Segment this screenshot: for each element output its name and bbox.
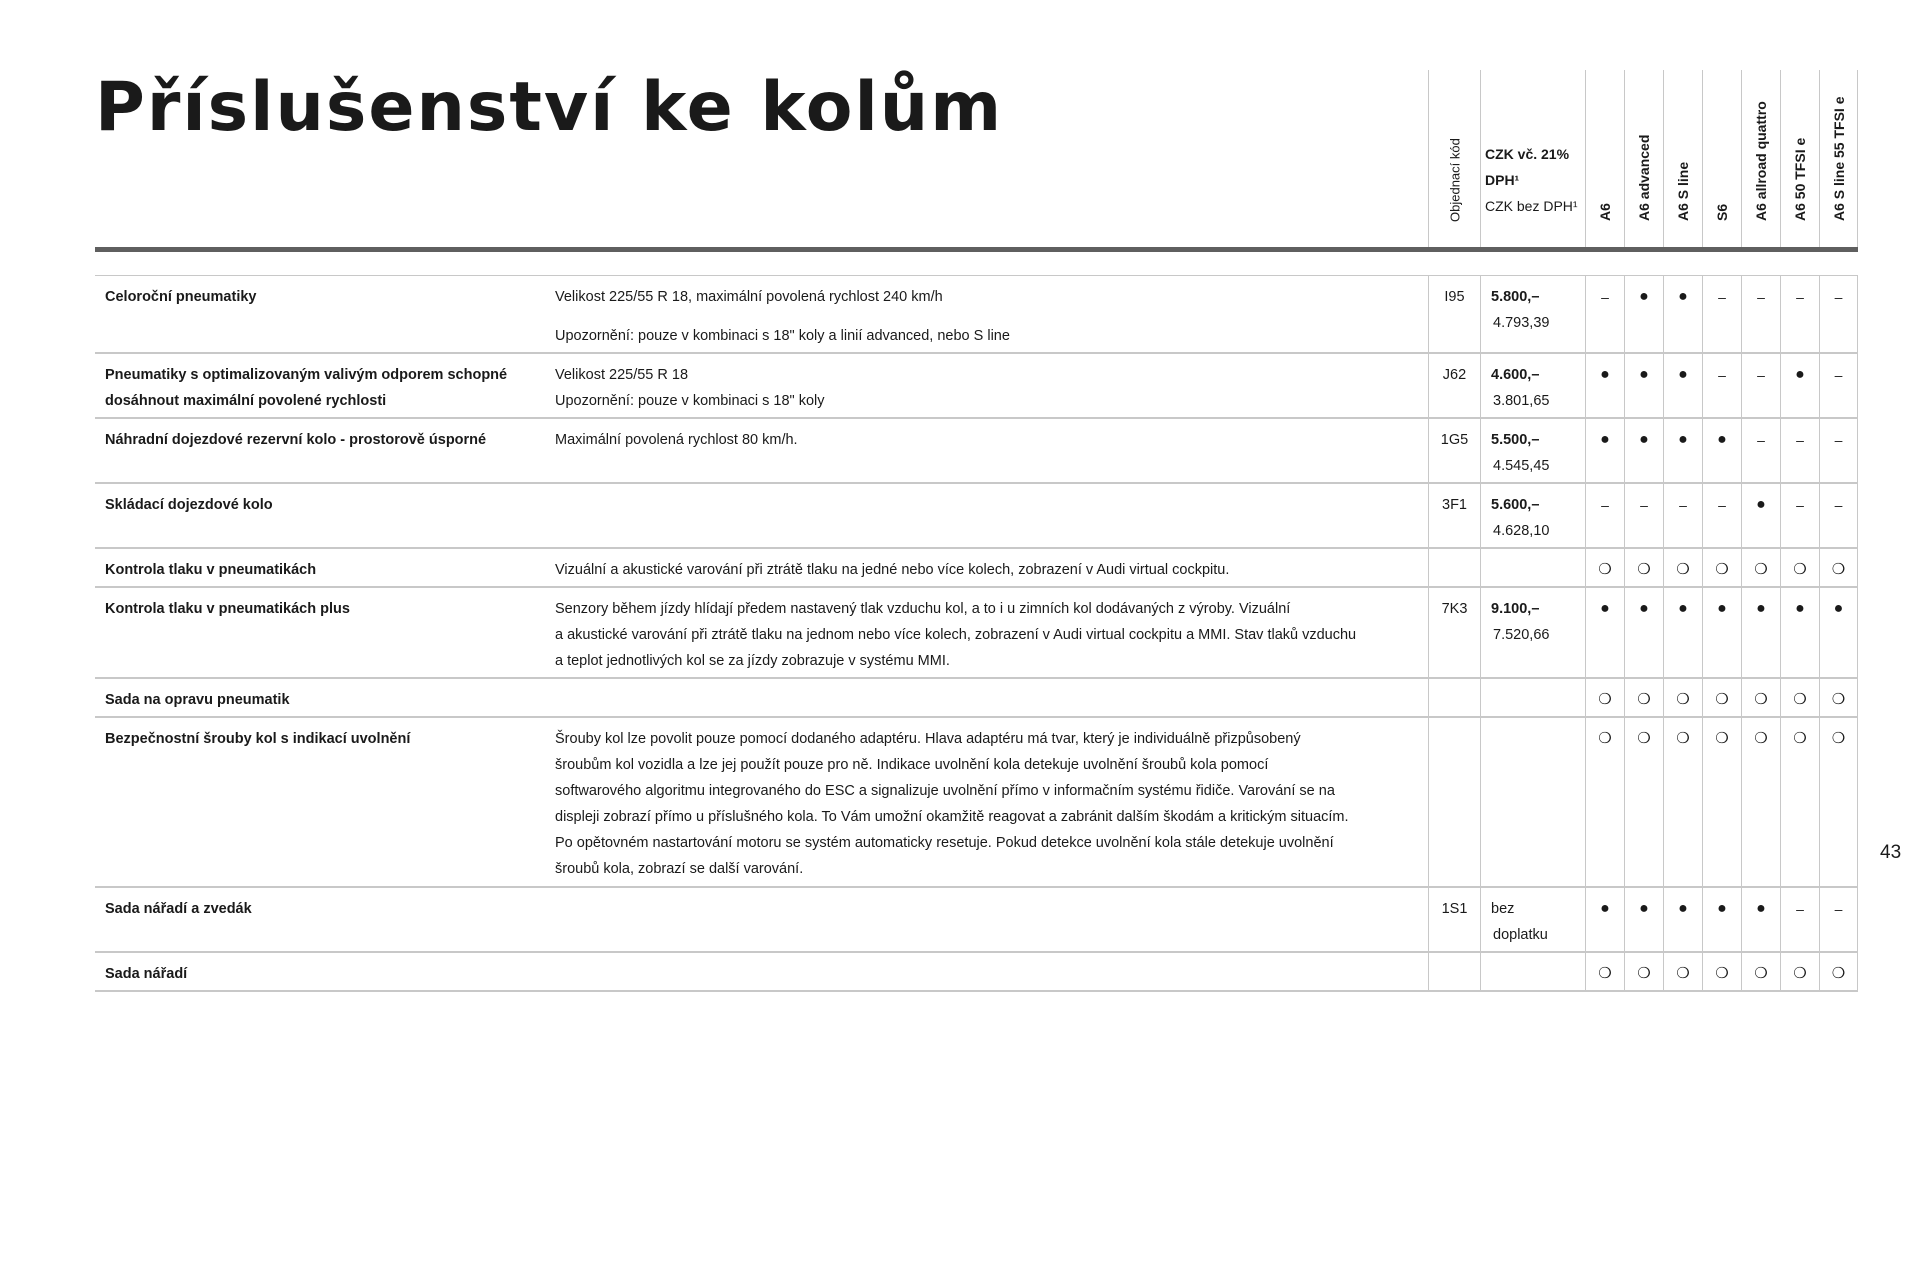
standard-mark-icon: ● [1624, 276, 1663, 352]
standard-mark-icon: ● [1624, 588, 1663, 677]
order-code [1428, 718, 1480, 886]
header-model-cell [1663, 70, 1702, 247]
price-cell [1480, 588, 1585, 677]
optional-mark-icon: ❍ [1741, 718, 1780, 886]
unavailable-mark: – [1741, 419, 1780, 482]
unavailable-mark: – [1780, 888, 1819, 951]
optional-mark-icon: ❍ [1702, 718, 1741, 886]
unavailable-mark: – [1741, 276, 1780, 352]
standard-mark-icon: ● [1780, 588, 1819, 677]
order-code: 1G5 [1428, 419, 1480, 482]
optional-mark-icon: ❍ [1819, 679, 1858, 716]
optional-mark-icon: ❍ [1741, 549, 1780, 586]
optional-mark-icon: ❍ [1702, 953, 1741, 990]
table-body [95, 276, 1858, 992]
standard-mark-icon: ● [1702, 419, 1741, 482]
description-line: Upozornění: pouze v kombinaci s 18" koly a linií advanced, nebo S line [555, 328, 1010, 344]
price-net: 4.628,10 [1493, 523, 1550, 539]
row-name: Celoroční pneumatiky [105, 289, 257, 305]
header-model-cell [1702, 70, 1741, 247]
price-net: 4.793,39 [1493, 315, 1550, 331]
table-row [95, 679, 1858, 718]
table-row [95, 588, 1858, 679]
standard-mark-icon: ● [1624, 419, 1663, 482]
standard-mark-icon: ● [1702, 888, 1741, 951]
price-cell [1480, 888, 1585, 951]
optional-mark-icon: ❍ [1780, 679, 1819, 716]
row-name: Bezpečnostní šrouby kol s indikací uvolnění [105, 731, 411, 747]
standard-mark-icon: ● [1663, 888, 1702, 951]
standard-mark-icon: ● [1585, 888, 1624, 951]
page-title: Příslušenství ke kolům [95, 68, 1004, 147]
row-description [555, 679, 1523, 716]
optional-mark-icon: ❍ [1819, 718, 1858, 886]
unavailable-mark: – [1702, 276, 1741, 352]
standard-mark-icon: ● [1663, 276, 1702, 352]
description-line: a akustické varování při ztrátě tlaku na jednom nebo více kolech, zobrazení v Audi virtual cockpitu a MMI. Stav tlaků vzduchu [555, 627, 1357, 643]
row-description [555, 888, 1523, 951]
price-gross: 4.600,– [1491, 367, 1540, 383]
optional-mark-icon: ❍ [1624, 679, 1663, 716]
description-line: Velikost 225/55 R 18, maximální povolená rychlost 240 km/h [555, 289, 943, 305]
header-price-cell [1480, 70, 1585, 247]
header-model-label: A6 50 TFSI e [1792, 137, 1808, 221]
standard-mark-icon: ● [1741, 588, 1780, 677]
header-model-label: A6 allroad quattro [1753, 101, 1769, 221]
description-line: Upozornění: pouze v kombinaci s 18" koly [555, 393, 825, 409]
order-code: J62 [1428, 354, 1480, 417]
unavailable-mark: – [1819, 888, 1858, 951]
unavailable-mark: – [1702, 484, 1741, 547]
optional-mark-icon: ❍ [1663, 718, 1702, 886]
optional-mark-icon: ❍ [1780, 718, 1819, 886]
table-row [95, 953, 1858, 992]
table-row [95, 888, 1858, 953]
price-cell [1480, 419, 1585, 482]
table-row [95, 276, 1858, 354]
optional-mark-icon: ❍ [1585, 953, 1624, 990]
row-name: Sada na opravu pneumatik [105, 692, 290, 708]
table-row [95, 484, 1858, 549]
header-model-label: A6 S line 55 TFSI e [1830, 96, 1847, 221]
optional-mark-icon: ❍ [1702, 549, 1741, 586]
row-name: Kontrola tlaku v pneumatikách [105, 562, 317, 578]
optional-mark-icon: ❍ [1624, 953, 1663, 990]
price-gross: 9.100,– [1491, 601, 1540, 617]
header-model-cell [1624, 70, 1663, 247]
accessories-table [95, 70, 1858, 992]
table-row [95, 419, 1858, 484]
row-description [555, 588, 1523, 677]
optional-mark-icon: ❍ [1780, 953, 1819, 990]
standard-mark-icon: ● [1663, 588, 1702, 677]
price-text-2: doplatku [1493, 927, 1548, 943]
standard-mark-icon: ● [1585, 354, 1624, 417]
header-model-cell [1780, 70, 1819, 247]
unavailable-mark: – [1819, 276, 1858, 352]
header-gap [95, 252, 1858, 276]
price-net: 3.801,65 [1493, 393, 1550, 409]
standard-mark-icon: ● [1741, 484, 1780, 547]
header-model-label: A6 [1597, 203, 1613, 221]
row-name: Pneumatiky s optimalizovaným valivým odporem schopné dosáhnout maximální povolené rychlosti [105, 367, 508, 409]
row-description [555, 718, 1523, 886]
optional-mark-icon: ❍ [1585, 549, 1624, 586]
price-gross: 5.500,– [1491, 432, 1540, 448]
description-line: Vizuální a akustické varování při ztrátě tlaku na jedné nebo více kolech, zobrazení v Audi virtual cockpitu. [555, 562, 1230, 578]
table-header [95, 70, 1858, 252]
price-cell [1480, 679, 1585, 716]
price-gross: 5.600,– [1491, 497, 1540, 513]
description-line: Šrouby kol lze povolit pouze pomocí dodaného adaptéru. Hlava adaptéru má tvar, který je individuálně přizpůsobený [555, 731, 1301, 747]
optional-mark-icon: ❍ [1624, 718, 1663, 886]
optional-mark-icon: ❍ [1624, 549, 1663, 586]
row-description [555, 484, 1523, 547]
order-code: 3F1 [1428, 484, 1480, 547]
price-cell [1480, 549, 1585, 586]
price-cell [1480, 484, 1585, 547]
description-line: softwarového algoritmu integrovaného do ESC a signalizuje uvolnění přímo v informačním systému řidiče. Varování se na [555, 783, 1335, 799]
standard-mark-icon: ● [1624, 888, 1663, 951]
price-text: bez [1491, 901, 1515, 917]
standard-mark-icon: ● [1702, 588, 1741, 677]
price-net: 7.520,66 [1493, 627, 1550, 643]
price-cell [1480, 354, 1585, 417]
header-model-cell [1819, 70, 1858, 247]
description-line: šroubům kol vozidla a lze jej použít pouze pro ně. Indikace uvolnění kola detekuje uvolnění šroubů kola pomocí [555, 757, 1269, 773]
optional-mark-icon: ❍ [1819, 953, 1858, 990]
standard-mark-icon: ● [1741, 888, 1780, 951]
table-row [95, 549, 1858, 588]
row-description [555, 419, 1523, 482]
description-line: Po opětovném nastartování motoru se systém automaticky resetuje. Pokud detekce uvolnění kola stále detekuje uvolnění [555, 835, 1334, 851]
unavailable-mark: – [1780, 419, 1819, 482]
header-model-label: A6 S line [1675, 161, 1691, 221]
row-description [555, 549, 1523, 586]
header-model-label: A6 advanced [1636, 134, 1652, 221]
unavailable-mark: – [1819, 484, 1858, 547]
order-code [1428, 679, 1480, 716]
price-cell [1480, 953, 1585, 990]
order-code [1428, 549, 1480, 586]
optional-mark-icon: ❍ [1702, 679, 1741, 716]
header-code-label: Objednací kód [1447, 138, 1462, 222]
row-name: Kontrola tlaku v pneumatikách plus [105, 601, 350, 617]
unavailable-mark: – [1819, 354, 1858, 417]
header-model-cell [1585, 70, 1624, 247]
optional-mark-icon: ❍ [1780, 549, 1819, 586]
description-line: Maximální povolená rychlost 80 km/h. [555, 432, 798, 448]
unavailable-mark: – [1624, 484, 1663, 547]
price-cell [1480, 718, 1585, 886]
standard-mark-icon: ● [1663, 419, 1702, 482]
row-name: Sada nářadí a zvedák [105, 901, 252, 917]
row-name: Skládací dojezdové kolo [105, 497, 273, 513]
price-net: 4.545,45 [1493, 458, 1550, 474]
description-line: Velikost 225/55 R 18 [555, 367, 689, 383]
row-name: Náhradní dojezdové rezervní kolo - prostorově úsporné [105, 432, 487, 448]
table-row [95, 718, 1858, 888]
header-price-gross-label: CZK vč. 21% DPH¹ [1485, 146, 1570, 188]
price-gross: 5.800,– [1491, 289, 1540, 305]
unavailable-mark: – [1741, 354, 1780, 417]
unavailable-mark: – [1780, 276, 1819, 352]
unavailable-mark: – [1585, 276, 1624, 352]
optional-mark-icon: ❍ [1663, 679, 1702, 716]
price-cell [1480, 276, 1585, 352]
header-model-cell [1741, 70, 1780, 247]
order-code [1428, 953, 1480, 990]
standard-mark-icon: ● [1663, 354, 1702, 417]
page-number: 43 [1880, 842, 1902, 863]
row-description [555, 953, 1523, 990]
standard-mark-icon: ● [1624, 354, 1663, 417]
optional-mark-icon: ❍ [1663, 953, 1702, 990]
description-line: displeji zobrazí přímo u příslušného kola. To Vám umožní okamžitě reagovat a zabránit dalším škodám a kritickým situacím. [555, 809, 1349, 825]
description-line: Senzory během jízdy hlídají předem nastavený tlak vzduchu kol, a to i u zimních kol dodávaných z výroby. Vizuální [555, 601, 1291, 617]
optional-mark-icon: ❍ [1741, 679, 1780, 716]
unavailable-mark: – [1585, 484, 1624, 547]
optional-mark-icon: ❍ [1741, 953, 1780, 990]
optional-mark-icon: ❍ [1819, 549, 1858, 586]
optional-mark-icon: ❍ [1585, 718, 1624, 886]
row-description [555, 276, 1523, 352]
order-code: I95 [1428, 276, 1480, 352]
order-code: 7K3 [1428, 588, 1480, 677]
unavailable-mark: – [1819, 419, 1858, 482]
optional-mark-icon: ❍ [1585, 679, 1624, 716]
unavailable-mark: – [1780, 484, 1819, 547]
unavailable-mark: – [1663, 484, 1702, 547]
order-code: 1S1 [1428, 888, 1480, 951]
standard-mark-icon: ● [1585, 419, 1624, 482]
standard-mark-icon: ● [1819, 588, 1858, 677]
row-description [555, 354, 1523, 417]
header-model-label: S6 [1714, 203, 1730, 221]
table-row [95, 354, 1858, 419]
unavailable-mark: – [1702, 354, 1741, 417]
standard-mark-icon: ● [1585, 588, 1624, 677]
row-name: Sada nářadí [105, 966, 188, 982]
header-code-cell [1428, 70, 1480, 247]
optional-mark-icon: ❍ [1663, 549, 1702, 586]
standard-mark-icon: ● [1780, 354, 1819, 417]
description-line: šroubů kola, zobrazí se další varování. [555, 861, 804, 877]
header-price-net-label: CZK bez DPH¹ [1485, 198, 1578, 214]
description-line: a teplot jednotlivých kol se za jízdy zobrazuje v systému MMI. [555, 653, 950, 669]
